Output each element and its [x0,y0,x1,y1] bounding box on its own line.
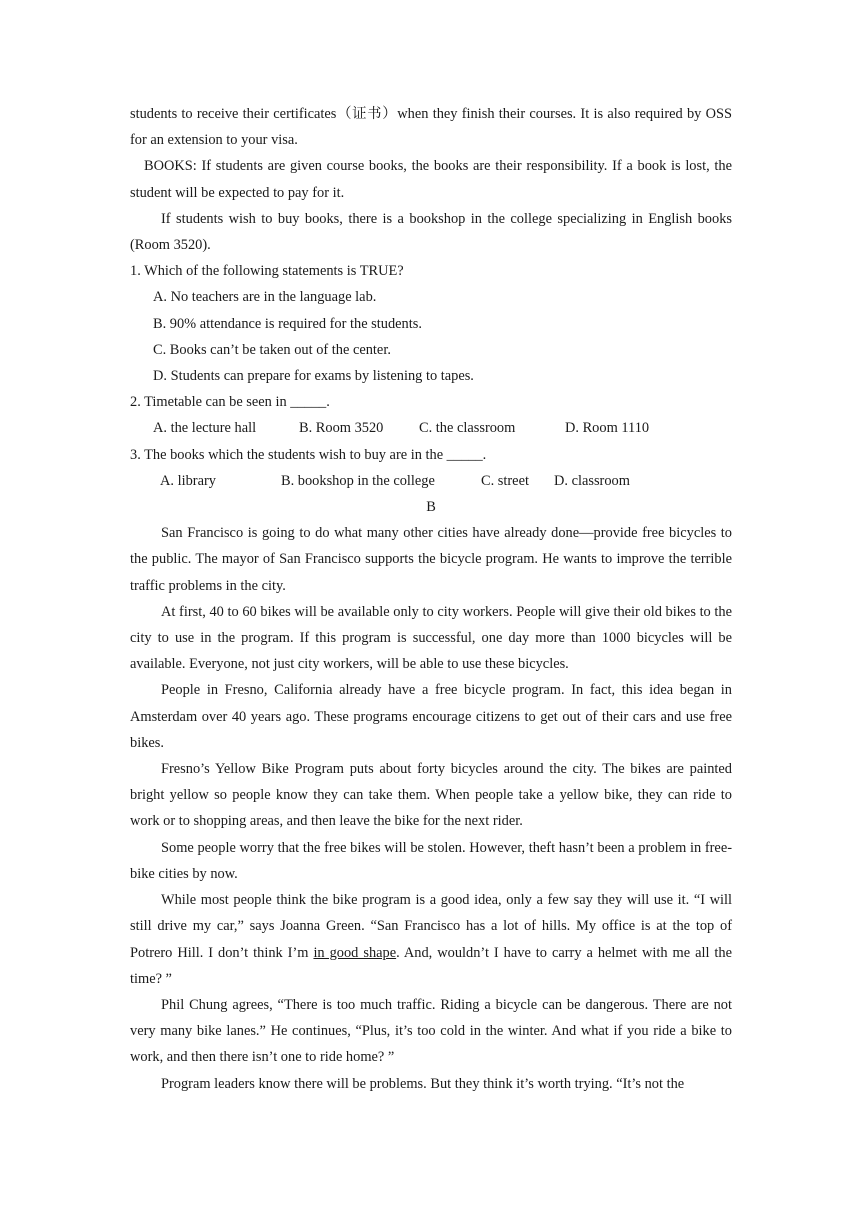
paragraph-yellow-bike: Fresno’s Yellow Bike Program puts about forty bicycles around the city. The bikes are painted bright yellow so people know they can take them. When people take a yellow bike, they can ride to work or to shopping areas, and then leave the bike for the next rider. [130,761,732,830]
paragraph-certificates: students to receive their certificates（证书）when they finish their courses. It is also required by OSS for an extension to your visa. [130,106,732,149]
question-3-option-d: D. classroom [554,472,630,489]
question-1-stem: 1. Which of the following statements is TRUE? [130,263,404,280]
paragraph-books: BOOKS: If students are given course books, the books are their responsibility. If a book is lost, the student will be expected to pay for it. [130,158,732,201]
question-1-option-b: B. 90% attendance is required for the students. [153,315,422,332]
question-2-option-a: A. the lecture hall [153,420,257,437]
question-1-option-d: D. Students can prepare for exams by listening to tapes. [153,368,474,385]
question-1-option-c: C. Books can’t be taken out of the center. [153,341,391,358]
question-3-stem: 3. The books which the students wish to buy are in the _____. [130,446,487,463]
question-1-option-a: A. No teachers are in the language lab. [153,289,377,306]
question-3-option-c: C. street [481,472,529,489]
paragraph-program-leaders: Program leaders know there will be problems. But they think it’s worth trying. “It’s not the [161,1075,685,1092]
question-2-options [130,415,732,441]
question-2-option-c: C. the classroom [419,420,516,437]
paragraph-fresno: People in Fresno, California already have a free bicycle program. In fact, this idea began in Amsterdam over 40 years ago. These programs encourage citizens to get out of their cars and use free bikes. [130,682,732,751]
question-2-stem: 2. Timetable can be seen in _____. [130,394,330,411]
question-3-option-a: A. library [160,472,216,489]
joanna-text-before: While most people think the bike program is a good idea, only a few say they will use it. “I will still drive my car,” says Joanna Green. “San Francisco has a lot of hills. My office is at the top of Potrero Hill. I don’t think I’m [130,892,732,961]
underlined-phrase: in good shape [313,944,397,961]
question-3-option-b: B. bookshop in the college [281,472,435,489]
question-3-options [130,468,732,494]
section-heading-b: B [426,499,436,516]
paragraph-bookshop: If students wish to buy books, there is a bookshop in the college specializing in English books (Room 3520). [130,210,732,254]
paragraph-joanna-green [130,887,732,992]
paragraph-phil-chung: Phil Chung agrees, “There is too much traffic. Riding a bicycle can be dangerous. There are not very many bike lanes.” He continues, “Plus, it’s too cold in the winter. And what if you ride a bike to work, and then there isn’t one to ride home? ” [130,996,732,1066]
question-2-option-b: B. Room 3520 [299,420,384,437]
paragraph-city-workers: At first, 40 to 60 bikes will be available only to city workers. People will give their old bikes to the city to use in the program. If this program is successful, one day more than 1000 bicycles will be available. Everyone, not just city workers, will be able to use these bicycles. [130,603,732,673]
paragraph-theft: Some people worry that the free bikes will be stolen. However, theft hasn’t been a problem in free-bike cities by now. [130,839,732,882]
question-2-option-d: D. Room 1110 [565,420,650,437]
paragraph-sf-intro: San Francisco is going to do what many other cities have already done—provide free bicycles to the public. The mayor of San Francisco supports the bicycle program. He wants to improve the terrible traffic problems in the city. [130,525,732,594]
document-page [130,101,732,1097]
joanna-text-after: . And, wouldn’t I have to carry a helmet with me all the time? ” [130,944,733,987]
